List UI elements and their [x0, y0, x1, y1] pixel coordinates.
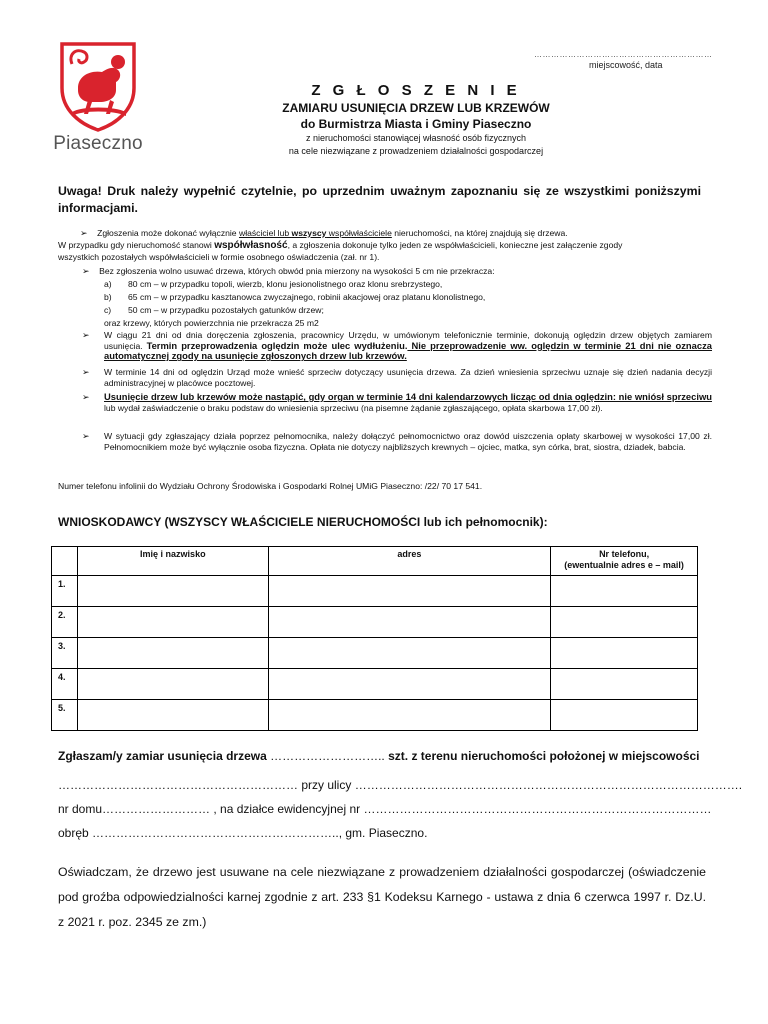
info-p2: W przypadku gdy nieruchomość stanowi współwłasność, a zgłoszenia dokonuje tylko jeden ze współwłaścicieli, konieczne jest załączenie zgody wszystkich pozostałych współwłaścicieli w formie osobnego oświadczenia (zał. nr 1).: [58, 240, 623, 262]
phone-cell[interactable]: [551, 638, 698, 669]
name-cell[interactable]: [77, 700, 268, 731]
info-p1: ➢ Zgłoszenia może dokonać wyłącznie właściciel lub wszyscy współwłaściciele nieruchomości, na której znajdują się drzewa.: [80, 228, 568, 238]
phone-cell[interactable]: [551, 607, 698, 638]
table-row: [52, 576, 698, 607]
form-line-3: nr domu……………………… , na działce ewidencyjnej nr ……………………………………………………………………………: [58, 802, 712, 816]
form-line-1: Zgłaszam/y zamiar usunięcia drzewa ……………………….. szt. z terenu nieruchomości położonej w miejscowości: [58, 749, 700, 763]
name-cell[interactable]: [77, 638, 268, 669]
name-cell[interactable]: [77, 576, 268, 607]
owners-table-header: [52, 547, 698, 576]
row-number: 3.: [52, 638, 78, 669]
phone-cell[interactable]: [551, 576, 698, 607]
row-number: 4.: [52, 669, 78, 700]
address-cell[interactable]: [268, 576, 550, 607]
info-p3-a: 80 cm – w przypadku topoli, wierzb, klonu jesionolistnego oraz klonu srebrzystego,: [128, 279, 443, 289]
bullet-arrow-icon: ➢: [82, 431, 90, 441]
phone-cell[interactable]: [551, 669, 698, 700]
form-scope-2: na cele niezwiązane z prowadzeniem działalności gospodarczej: [288, 146, 544, 156]
locality-field[interactable]: ……………………………………………………: [58, 778, 298, 792]
house-number-field[interactable]: ………………………: [102, 802, 211, 816]
info-p3-a-label: a): [104, 279, 112, 289]
address-cell[interactable]: [268, 669, 550, 700]
col-number: [52, 547, 78, 576]
form-title: Z G Ł O S Z E N I E: [311, 82, 521, 99]
info-p3-b-label: b): [104, 292, 112, 302]
tree-count-field[interactable]: ………………………..: [270, 749, 385, 763]
address-cell[interactable]: [268, 700, 550, 731]
date-field-dots[interactable]: ………………………………………………………: [534, 50, 713, 59]
row-number: 1.: [52, 576, 78, 607]
bullet-arrow-icon: ➢: [82, 367, 90, 377]
parcel-number-field[interactable]: ……………………………………………………………………………: [363, 802, 712, 816]
row-number: 5.: [52, 700, 78, 731]
logo-text: Piaseczno: [53, 133, 143, 154]
info-p3: ➢ Bez zgłoszenia wolno usuwać drzewa, których obwód pnia mierzony na wysokości 5 cm nie przekracza:: [82, 266, 495, 276]
bullet-arrow-icon: ➢: [80, 228, 88, 238]
col-address-header: adres: [268, 547, 550, 576]
address-cell[interactable]: [268, 607, 550, 638]
name-cell[interactable]: [77, 607, 268, 638]
name-cell[interactable]: [77, 669, 268, 700]
form-scope-1: z nieruchomości stanowiącej własność osób fizycznych: [305, 133, 527, 143]
table-row: [52, 607, 698, 638]
info-p4: ➢ W ciągu 21 dni od dnia doręczenia zgłoszenia, pracownicy Urzędu, w umówionym telefonicznie terminie, dokonują oględzin drzew objętych zamiarem usunięcia. Termin przeprowadzenia oględzin może ulec wydłużeniu. Nie przeprowadzenie ww. oględzin w terminie 21 dni nie oznacza automatycznej zgody na usunięcie zgłoszonych drzew lub krzewów.: [82, 330, 712, 362]
form-line-4: obręb …………………………………………………….., gm. Piaseczno.: [58, 826, 428, 840]
info-p5: ➢ W terminie 14 dni od oględzin Urząd może wnieść sprzeciw dotyczący usunięcia drzewa. Za dzień wniesienia sprzeciwu uznaje się dzień nadania decyzji administracyjnej w placówce pocztowej.: [82, 367, 712, 388]
owners-heading: WNIOSKODAWCY (WSZYSCY WŁAŚCICIELE NIERUCHOMOŚCI lub ich pełnomocnik):: [58, 515, 548, 529]
table-row: [52, 669, 698, 700]
precinct-field[interactable]: ……………………………………………………..: [92, 826, 339, 840]
table-row: [52, 700, 698, 731]
phone-cell[interactable]: [551, 700, 698, 731]
form-line-2: …………………………………………………… przy ulicy …………………………………………………………………………………….: [58, 778, 743, 792]
warning-text: Uwaga! Druk należy wypełnić czytelnie, po uprzednim uważnym zapoznaniu się ze wszystkimi poniższymi informacjami.: [58, 184, 701, 215]
piaseczno-logo: [48, 40, 148, 160]
info-p3-b: 65 cm – w przypadku kasztanowca zwyczajnego, robinii akacjowej oraz platanu klonolistnego,: [128, 292, 486, 302]
infoline-phone: Numer telefonu infolinii do Wydziału Ochrony Środowiska i Gospodarki Rolnej UMiG Piaseczno: /22/ 70 17 541.: [58, 481, 483, 491]
col-phone-header: Nr telefonu, (ewentualnie adres e – mail): [551, 547, 698, 576]
table-row: [52, 638, 698, 669]
info-p7: ➢ W sytuacji gdy zgłaszający działa poprzez pełnomocnika, należy dołączyć pełnomocnictwo oraz dowód uiszczenia opłaty skarbowej w wysokości 17,00 zł. Pełnomocnikiem może być wyłącznie osoba fizyczna. Opłata nie dotyczy najbliższych krewnych – ojciec, matka, syn córka, brat, siostra, dziadek, babcia.: [82, 431, 712, 452]
ram-crest-icon: [48, 40, 148, 132]
row-number: 2.: [52, 607, 78, 638]
owners-table: [51, 546, 698, 731]
col-name-header: Imię i nazwisko: [77, 547, 268, 576]
form-subtitle: ZAMIARU USUNIĘCIA DRZEW LUB KRZEWÓW: [282, 101, 550, 115]
address-cell[interactable]: [268, 638, 550, 669]
info-p3-d: oraz krzewy, których powierzchnia nie przekracza 25 m2: [104, 318, 319, 328]
bullet-arrow-icon: ➢: [82, 330, 90, 340]
street-field[interactable]: …………………………………………………………………………………….: [354, 778, 743, 792]
bullet-arrow-icon: ➢: [82, 266, 90, 276]
date-field-label: miejscowość, data: [589, 60, 663, 70]
bullet-arrow-icon: ➢: [82, 392, 90, 402]
info-p3-c: 50 cm – w przypadku pozostałych gatunków drzew;: [128, 305, 324, 315]
info-p3-c-label: c): [104, 305, 112, 315]
declaration-text: Oświadczam, że drzewo jest usuwane na cele niezwiązane z prowadzeniem działalności gospodarczej (oświadczenie pod groźba odpowiedzialności karnej zgodnie z art. 233 §1 Kodeksu Karnego - ustawa z dnia 6 czerwca 1997 r. Dz.U. z 2021 r. poz. 2345 ze zm.): [58, 865, 706, 929]
info-p6: ➢ Usunięcie drzew lub krzewów może nastąpić, gdy organ w terminie 14 dni kalendarzowych licząc od dnia oględzin: nie wniósł sprzeciwu lub wydał zaświadczenie o braku podstaw do wniesienia sprzeciwu (na pisemne żądanie zgłaszającego, opłata skarbowa 17,00 zł).: [82, 391, 712, 413]
form-recipient: do Burmistrza Miasta i Gminy Piaseczno: [300, 117, 532, 131]
